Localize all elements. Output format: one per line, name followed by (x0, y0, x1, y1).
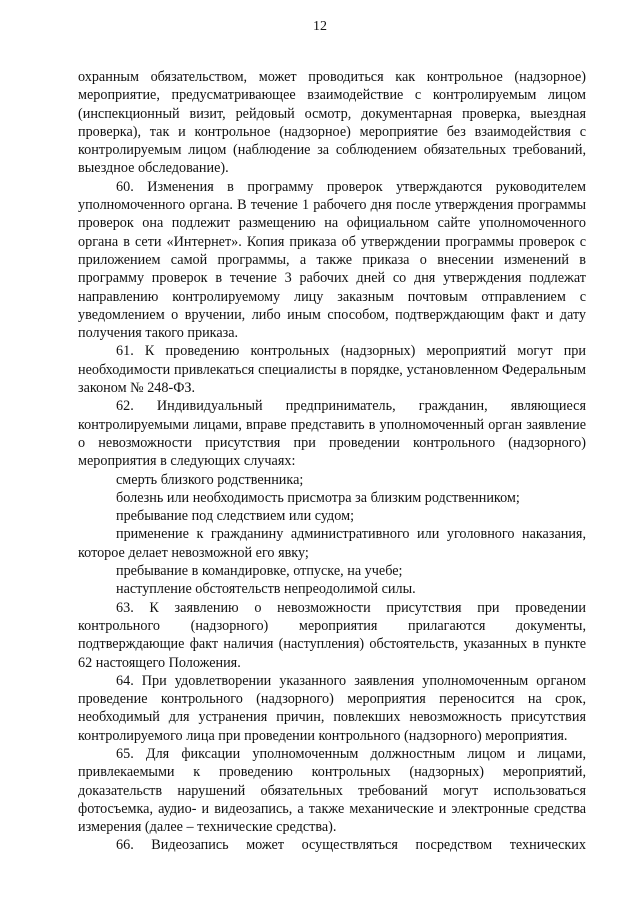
list-item: применение к гражданину административного или уголовного наказания, которое делает невозможной его явку; (78, 526, 586, 561)
list-item: наступление обстоятельств непреодолимой силы. (116, 581, 416, 598)
document-body (78, 68, 586, 855)
paragraph-66: 66. Видеозапись может осуществляться посредством технических (116, 837, 586, 854)
paragraph-continuation: охранным обязательством, может проводиться как контрольное (надзорное) мероприятие, предусматривающее взаимодействие с контролируемым лицом (инспекционный визит, рейдовый осмотр, документарная проверка, выездная проверка), так и контрольное (надзорное) мероприятие без взаимодействия с контролируемым лицом (наблюдение за соблюдением обязательных требований, выездное обследование). (78, 69, 586, 177)
list-item: пребывание под следствием или судом; (116, 508, 355, 525)
page-number: 12 (313, 19, 327, 34)
list-item: пребывание в командировке, отпуске, на учебе; (116, 563, 403, 580)
paragraph-62: 62. Индивидуальный предприниматель, гражданин, являющиеся контролируемыми лицами, вправе представить в уполномоченный орган заявление о невозможности присутствия при проведении контрольного (надзорного) мероприятия в следующих случаях: (78, 398, 586, 470)
paragraph-63: 63. К заявлению о невозможности присутствия при проведении контрольного (надзорного) мероприятия прилагаются документы, подтверждающие факт наличия (наступления) обстоятельств, указанных в пункте 62 настоящего Положения. (78, 599, 586, 671)
paragraph-60: 60. Изменения в программу проверок утверждаются руководителем уполномоченного органа. В течение 1 рабочего дня после утверждения программы проверок она подлежит размещению на официальном сайте уполномоченного органа в сети «Интернет». Копия приказа об утверждении программы проверок с приложением самой программы, а также приказа о внесении изменений в программу проверок в течение 3 рабочих дней со дня утверждения подлежат направлению контролируемому лицу заказным почтовым отправлением с уведомлением о вручении, либо иным способом, подтверждающим факт и дату получения такого приказа. (78, 178, 586, 342)
paragraph-64: 64. При удовлетворении указанного заявления уполномоченным органом проведение контрольного (надзорного) мероприятия переносится на срок, необходимый для устранения причин, повлекших невозможность присутствия контролируемого лица при проведении контрольного (надзорного) мероприятия. (78, 672, 586, 744)
paragraph-61: 61. К проведению контрольных (надзорных) мероприятий могут при необходимости привлекаться специалисты в порядке, установленном Федеральным законом № 248-ФЗ. (78, 343, 586, 397)
paragraph-65: 65. Для фиксации уполномоченным должностным лицом и лицами, привлекаемыми к проведению контрольных (надзорных) мероприятий, доказательств нарушений обязательных требований могут использоваться фотосъемка, аудио- и видеозапись, а также механические и электронные средства измерения (далее – технические средства). (78, 745, 586, 836)
list-item: болезнь или необходимость присмотра за близким родственником; (116, 489, 520, 506)
list-item: смерть близкого родственника; (116, 471, 304, 488)
